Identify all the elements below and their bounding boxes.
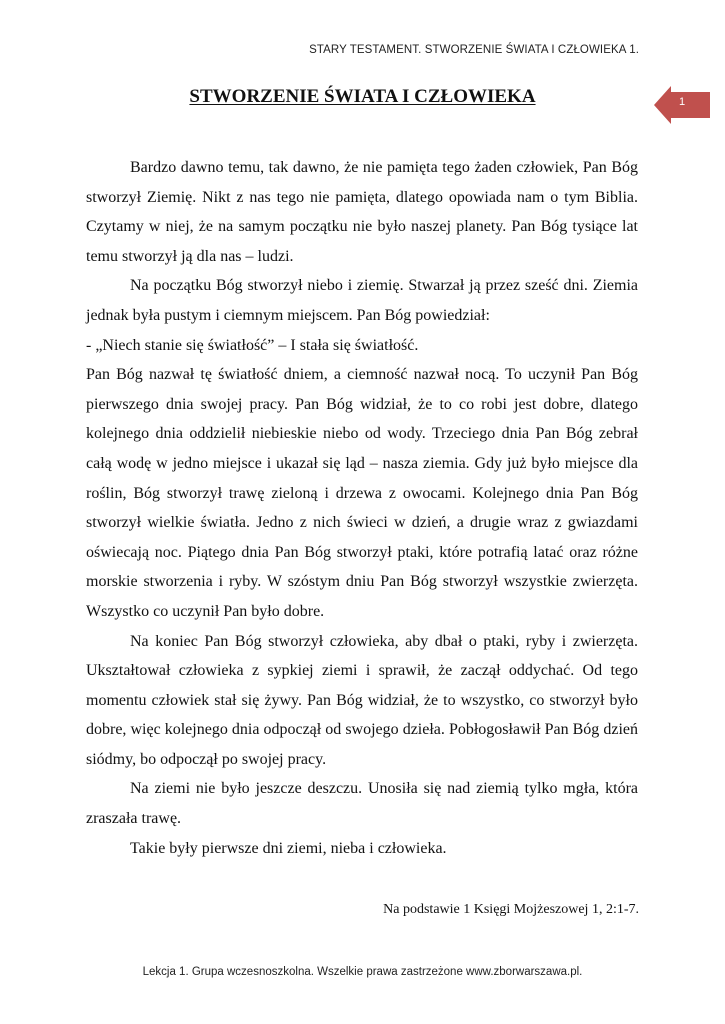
paragraph-mist: Na ziemi nie było jeszcze deszczu. Unosiła się nad ziemią tylko mgła, która zraszała trawę. <box>86 780 638 828</box>
source-citation: Na podstawie 1 Księgi Mojżeszowej 1, 2:1-7. <box>383 902 639 917</box>
document-title: STWORZENIE ŚWIATA I CZŁOWIEKA <box>189 86 536 107</box>
paragraph-closing: Takie były pierwsze dni ziemi, nieba i człowieka. <box>130 839 447 857</box>
paragraph-quote: - „Niech stanie się światłość” – I stała się światłość. <box>86 336 419 354</box>
page-footer: Lekcja 1. Grupa wczesnoszkolna. Wszelkie prawa zastrzeżone www.zborwarszawa.pl. <box>142 966 583 978</box>
document-body <box>86 153 638 863</box>
paragraph-days: Pan Bóg nazwał tę światłość dniem, a ciemność nazwał nocą. To uczynił Pan Bóg pierwszego dnia swojej pracy. Pan Bóg widział, że to co robi jest dobre, dlatego kolejnego dnia oddzielił niebieskie niebo od wody. Trzeciego dnia Pan Bóg zebrał całą wodę w jedno miejsce i ukazał się ląd – nasza ziemia. Gdy już było miejsce dla roślin, Bóg stworzył trawę zieloną i drzewa z owocami. Kolejnego dnia Pan Bóg stworzył wielkie światła. Jedno z nich świeci w dzień, a drugie wraz z gwiazdami oświecają noc. Piątego dnia Pan Bóg stworzył ptaki, które potrafią latać oraz różne morskie stworzenia i ryby. W szóstym dniu Pan Bóg stworzył wszystkie zwierzęta. Wszystko co uczynił Pan było dobre. <box>86 366 638 620</box>
paragraph-beginning: Na początku Bóg stworzył niebo i ziemię. Stwarzał ją przez sześć dni. Ziemia jednak była pustym i ciemnym miejscem. Pan Bóg powiedział: <box>86 277 638 324</box>
paragraph-man: Na koniec Pan Bóg stworzył człowieka, aby dbał o ptaki, ryby i zwierzęta. Ukształtował człowieka z sypkiej ziemi i sprawił, że zaczął oddychać. Od tego momentu człowiek stał się żywy. Pan Bóg widział, że to wszystko, co stworzył było dobre, więc kolejnego dnia odpoczął od swojego dzieła. Pobłogosławił Pan Bóg dzień siódmy, bo odpoczął po swojej pracy. <box>86 632 638 768</box>
paragraph-intro: Bardzo dawno temu, tak dawno, że nie pamięta tego żaden człowiek, Pan Bóg stworzył Ziemię. Nikt z nas tego nie pamięta, dlatego opowiada nam o tym Biblia. Czytamy w niej, że na samym początku nie było naszej planety. Pan Bóg tysiące lat temu stworzył ją dla nas – ludzi. <box>86 159 638 265</box>
running-header: STARY TESTAMENT. STWORZENIE ŚWIATA I CZŁOWIEKA 1. <box>309 44 639 56</box>
page-number: 1 <box>678 96 686 108</box>
